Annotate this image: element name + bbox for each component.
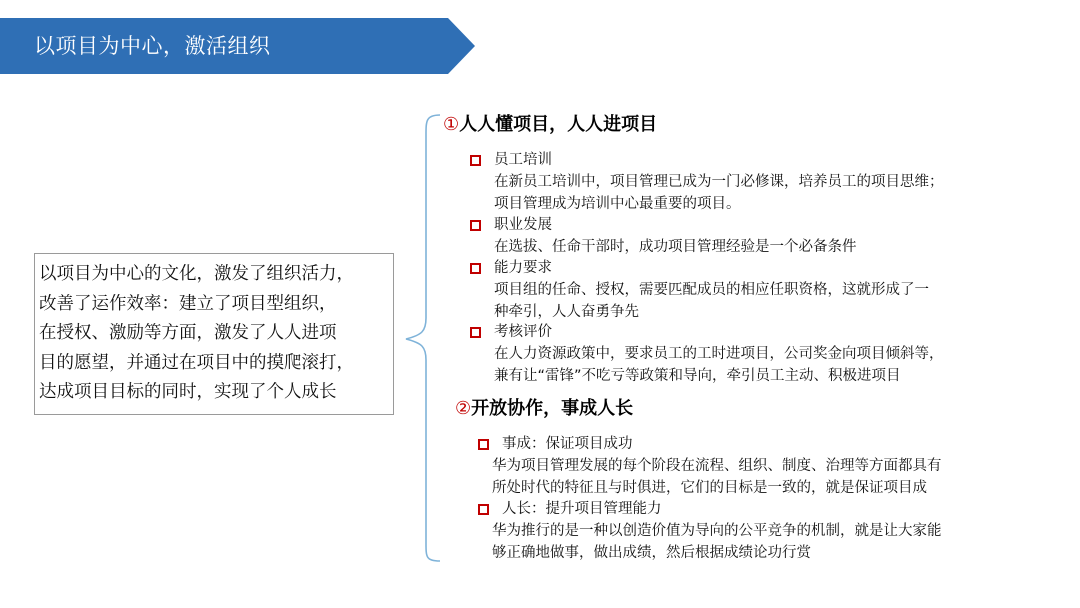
item-text: 项目管理成为培训中心最重要的项目。: [494, 196, 741, 212]
title-banner: [0, 18, 475, 74]
item-label: 职业发展: [494, 217, 552, 233]
item-text: 华为推行的是一种以创造价值为导向的公平竞争的机制，就是让大家能: [492, 523, 942, 539]
bullet-item-career: [494, 214, 857, 258]
item-text: 够正确地做事，做出成绩，然后根据成绩论功行赏: [492, 545, 811, 561]
section-heading-1: [443, 113, 657, 137]
bullet-item-evaluation: [494, 321, 944, 387]
bullet-item-project-success: [492, 433, 942, 499]
section-number: ②: [455, 398, 472, 419]
summary-line: 以项目为中心的文化，激发了组织活力，: [39, 264, 354, 284]
item-label: 事成：保证项目成功: [502, 436, 633, 452]
item-label: 人长：提升项目管理能力: [502, 501, 662, 517]
item-text: 项目组的任命、授权，需要匹配成员的相应任职资格，这就形成了一: [494, 282, 929, 298]
summary-line: 改善了运作效率：建立了项目型组织，: [39, 293, 337, 314]
item-text: 在选拔、任命干部时，成功项目管理经验是一个必备条件: [494, 239, 857, 255]
summary-box: [34, 253, 394, 415]
item-text: 种牵引，人人奋勇争先: [494, 304, 639, 320]
square-bullet-icon: [470, 327, 481, 338]
page-title: 以项目为中心，激活组织: [34, 34, 271, 58]
curly-brace-icon: [402, 113, 442, 563]
square-bullet-icon: [478, 504, 489, 515]
item-label: 员工培训: [494, 152, 552, 168]
section-title: 人人懂项目，人人进项目: [459, 114, 658, 135]
item-text: 所处时代的特征且与时俱进，它们的目标是一致的，就是保证项目成: [492, 480, 927, 496]
section-number: ①: [443, 114, 460, 135]
square-bullet-icon: [478, 439, 489, 450]
item-label: 能力要求: [494, 260, 552, 276]
summary-line: 在授权、激励等方面，激发了人人进项: [39, 323, 337, 343]
bullet-item-training: [494, 149, 944, 215]
item-text: 在新员工培训中，项目管理已成为一门必修课，培养员工的项目思维；: [494, 174, 944, 190]
item-label: 考核评价: [494, 324, 552, 340]
bullet-item-personal-growth: [492, 498, 942, 564]
section-heading-2: [455, 397, 633, 421]
square-bullet-icon: [470, 155, 481, 166]
summary-line: 目的愿望，并通过在项目中的摸爬滚打，: [39, 352, 354, 373]
section-title: 开放协作，事成人长: [471, 398, 634, 419]
square-bullet-icon: [470, 220, 481, 231]
summary-line: 达成项目目标的同时，实现了个人成长: [39, 382, 337, 402]
bullet-item-capability: [494, 257, 929, 323]
item-text: 在人力资源政策中，要求员工的工时进项目，公司奖金向项目倾斜等，: [494, 346, 944, 362]
item-text: 兼有让“雷锋”不吃亏等政策和导向，牵引员工主动、积极进项目: [494, 368, 901, 384]
square-bullet-icon: [470, 263, 481, 274]
item-text: 华为项目管理发展的每个阶段在流程、组织、制度、治理等方面都具有: [492, 458, 942, 474]
